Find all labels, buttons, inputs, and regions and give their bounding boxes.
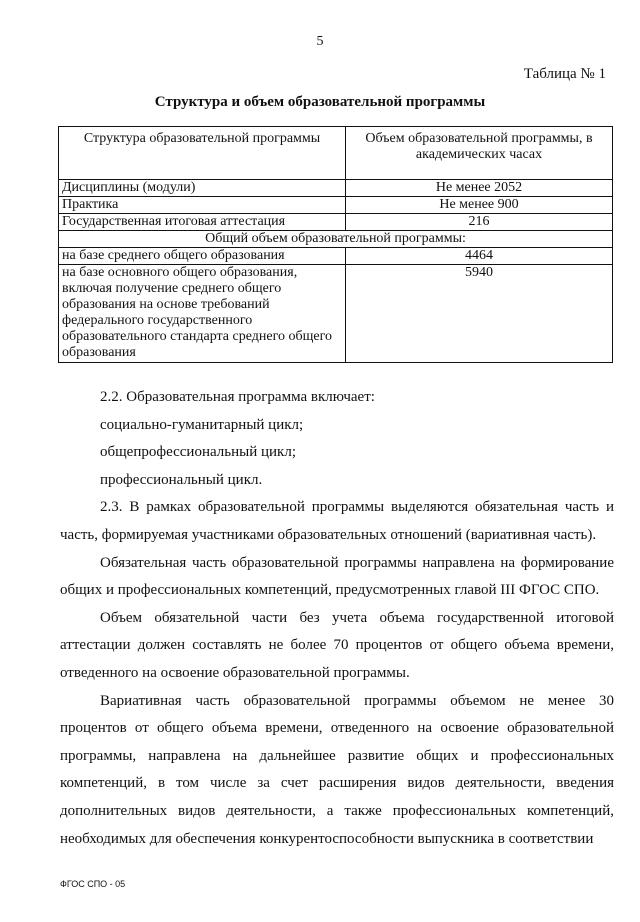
row-value: 5940 [346,265,613,363]
row-label: на базе основного общего образования, включая получение среднего общего образования на основе требований федерального государственного образовательного стандарта среднего общего образования [59,265,346,363]
table-header-volume: Объем образовательной программы, в академических часах [346,127,613,180]
total-label: Общий объем образовательной программы: [59,231,613,248]
table-row [59,265,613,363]
row-value: Не менее 2052 [346,180,613,197]
row-value: 4464 [346,248,613,265]
paragraph: 2.3. В рамках образовательной программы выделяются обязательная часть и часть, формируемая участниками образовательных отношений (вариативная часть). [60,499,614,543]
paragraph: Вариативная часть образовательной программы объемом не менее 30 процентов от общего объема времени, отведенного на освоение образовательной программы, направлена на дальнейшее развитие общих и профессиональных компетенций, в том числе за счет расширения видов деятельности, введения дополнительных видов деятельности, а также профессиональных компетенций, необходимых для обеспечения конкурентоспособности выпускника в соответствии [60,692,614,847]
table-label: Таблица № 1 [523,66,606,82]
table-row [59,248,613,265]
row-value: 216 [346,214,613,231]
paragraph: профессиональный цикл. [100,471,263,488]
table-row [59,197,613,214]
table-row [59,214,613,231]
paragraph: 2.2. Образовательная программа включает: [100,389,375,405]
row-label: Дисциплины (модули) [59,180,346,197]
paragraph: Обязательная часть образовательной программы направлена на формирование общих и профессиональных компетенций, предусмотренных главой III ФГОС СПО. [60,554,614,599]
row-label: на базе среднего общего образования [59,248,346,265]
paragraph: социально-гуманитарный цикл; [100,416,304,433]
page-number: 5 [316,34,324,49]
footer-code: ФГОС СПО - 05 [60,879,126,889]
table-row [59,180,613,197]
table-header-structure: Структура образовательной программы [59,127,346,180]
body-text [60,384,614,853]
paragraph: общепрофессиональный цикл; [100,444,296,461]
table-header-row [59,127,613,180]
structure-table [58,126,613,363]
table-total-row [59,231,613,248]
document-title: Структура и объем образовательной программы [154,94,486,110]
row-value: Не менее 900 [346,197,613,214]
row-label: Практика [59,197,346,214]
paragraph: Объем обязательной части без учета объема государственной итоговой аттестации должен составлять не более 70 процентов от общего объема времени, отведенного на освоение образовательной программы. [60,609,614,681]
row-label: Государственная итоговая аттестация [59,214,346,231]
